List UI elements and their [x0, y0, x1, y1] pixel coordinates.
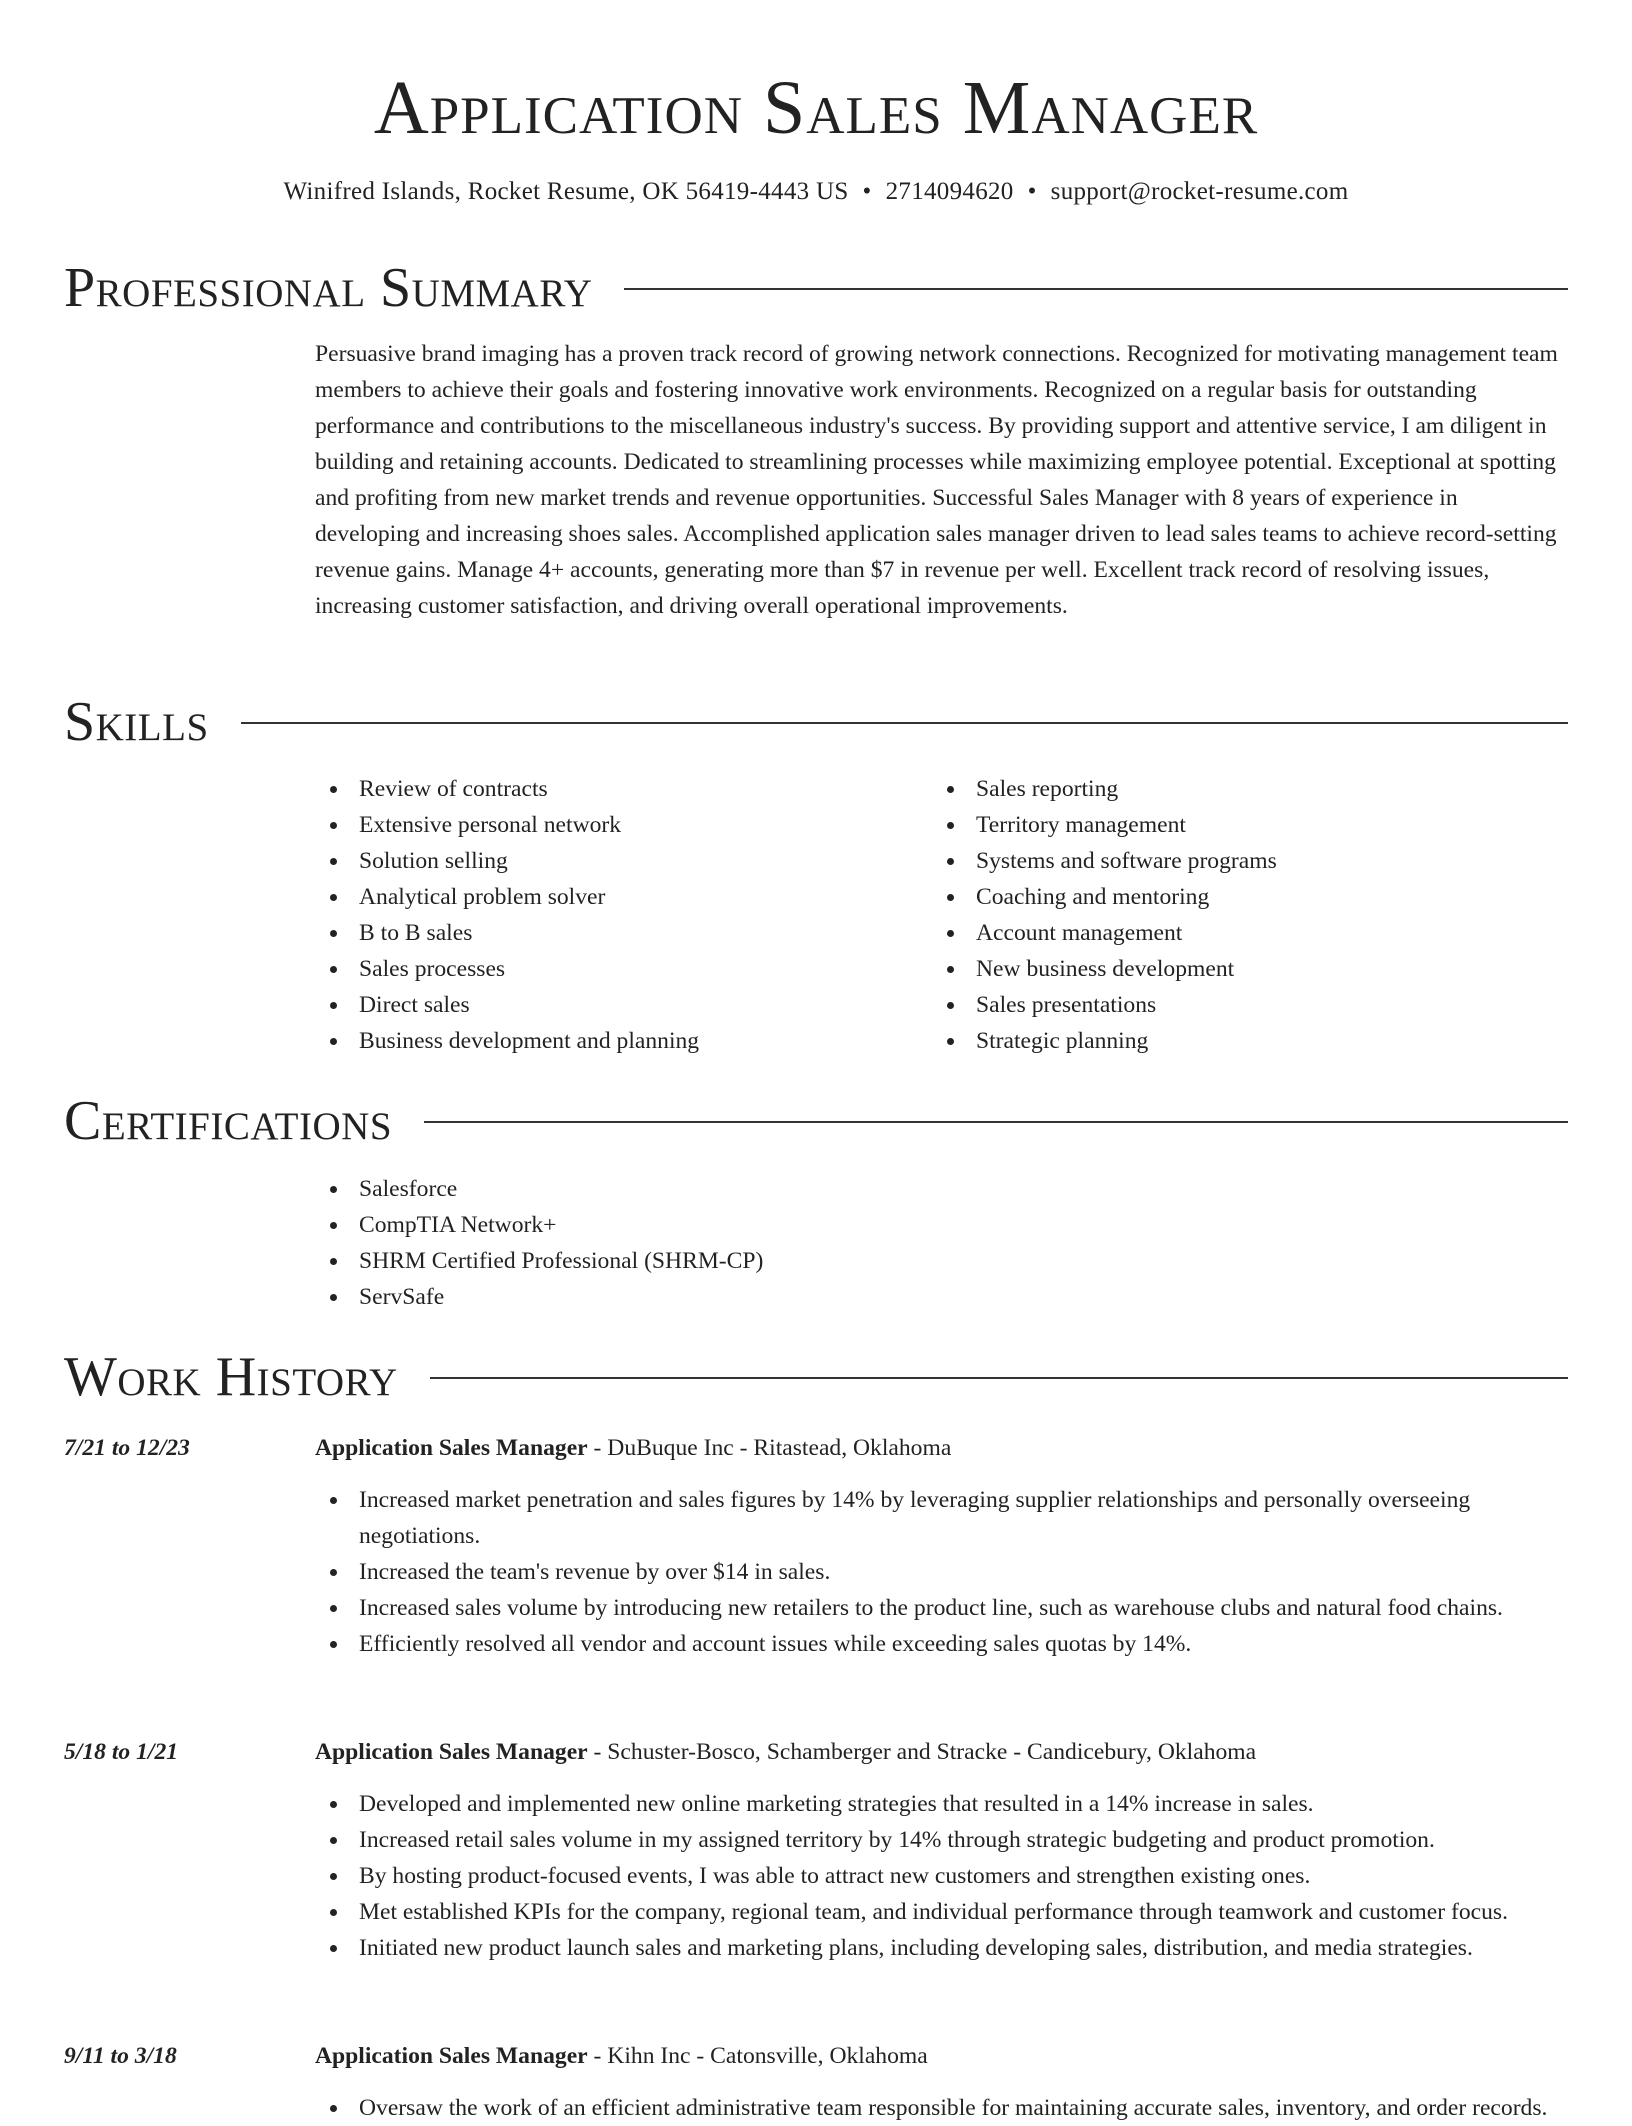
job-bullet: Efficiently resolved all vendor and account issues while exceeding sales quotas by 14%.: [315, 1626, 1565, 1662]
job-title: Application Sales Manager: [315, 1739, 588, 1765]
skill-item: Sales presentations: [932, 987, 1562, 1023]
job-title: Application Sales Manager: [315, 1435, 588, 1461]
email-link[interactable]: support@rocket-resume.com: [1050, 178, 1349, 205]
summary-section-header: [64, 250, 1568, 326]
job-bullet: By hosting product-focused events, I was able to attract new customers and strengthen existing ones.: [315, 1858, 1565, 1894]
job-employer: - Schuster-Bosco, Schamberger and Stracke - Candicebury, Oklahoma: [587, 1739, 1257, 1765]
job-bullet: Oversaw the work of an efficient administrative team responsible for maintaining accurate sales, inventory, and order records.: [315, 2090, 1565, 2126]
contact-separator: •: [1027, 178, 1037, 205]
job-employer: - Kihn Inc - Catonsville, Oklahoma: [587, 2043, 928, 2069]
phone: 2714094620: [885, 178, 1014, 205]
skill-item: Account management: [932, 915, 1562, 951]
skill-item: B to B sales: [315, 915, 915, 951]
job-title-line: [315, 1734, 1565, 1770]
skill-item: Systems and software programs: [932, 843, 1562, 879]
job-dates: 9/11 to 3/18: [64, 2043, 177, 2069]
job-title-line: [315, 2038, 1565, 2074]
candidate-name: Application Sales Manager: [373, 66, 1259, 150]
certification-item: ServSafe: [315, 1279, 1315, 1315]
job-bullets: [315, 2090, 1565, 2126]
skill-item: Extensive personal network: [315, 807, 915, 843]
skill-item: Coaching and mentoring: [932, 879, 1562, 915]
certifications-section-header: [64, 1083, 1568, 1159]
skills-heading: Skills: [64, 691, 209, 753]
job-bullet: Increased market penetration and sales figures by 14% by leveraging supplier relationships and personally overseeing negotiations.: [315, 1482, 1565, 1554]
skill-item: Direct sales: [315, 987, 915, 1023]
skill-item: Strategic planning: [932, 1023, 1562, 1059]
skills-section-header: [64, 684, 1568, 760]
job-dates: 5/18 to 1/21: [64, 1739, 179, 1765]
certification-item: CompTIA Network+: [315, 1207, 1315, 1243]
skill-item: Sales reporting: [932, 771, 1562, 807]
job-bullets: [315, 1786, 1565, 1966]
skill-item: Solution selling: [315, 843, 915, 879]
job-bullet: Developed and implemented new online marketing strategies that resulted in a 14% increase in sales.: [315, 1786, 1565, 1822]
section-divider: [430, 1377, 1568, 1379]
skill-item: Review of contracts: [315, 771, 915, 807]
skill-item: Analytical problem solver: [315, 879, 915, 915]
work-history-heading: Work History: [64, 1346, 398, 1408]
address: Winifred Islands, Rocket Resume, OK 56419-4443 US: [283, 178, 849, 205]
job-title: Application Sales Manager: [315, 2043, 588, 2069]
certifications-heading: Certifications: [64, 1090, 393, 1152]
contact-line: [0, 172, 1632, 212]
skill-item: Sales processes: [315, 951, 915, 987]
section-divider: [424, 1121, 1568, 1123]
certification-item: SHRM Certified Professional (SHRM-CP): [315, 1243, 1315, 1279]
skill-item: Territory management: [932, 807, 1562, 843]
job-employer: - DuBuque Inc - Ritastead, Oklahoma: [587, 1435, 952, 1461]
job-bullet: Met established KPIs for the company, regional team, and individual performance through teamwork and customer focus.: [315, 1894, 1565, 1930]
job-bullets: [315, 1482, 1565, 1662]
skill-item: Business development and planning: [315, 1023, 915, 1059]
job-title-line: [315, 1430, 1565, 1466]
skill-item: New business development: [932, 951, 1562, 987]
summary-text: Persuasive brand imaging has a proven track record of growing network connections. Recognized for motivating management team members to achieve their goals and fostering innovative work environments. Recognized on a regular basis for outstanding performance and contributions to the miscellaneous industry's success. By providing support and attentive service, I am diligent in building and retaining accounts. Dedicated to streamlining processes while maximizing employee potential. Exceptional at spotting and profiting from new market trends and revenue opportunities. Successful Sales Manager with 8 years of experience in developing and increasing shoes sales. Accomplished application sales manager driven to lead sales teams to achieve record-setting revenue gains. Manage 4+ accounts, generating more than $7 in revenue per well. Excellent track record of resolving issues, increasing customer satisfaction, and driving overall operational improvements.: [315, 341, 1558, 619]
skills-list-right: [932, 771, 1562, 1059]
job-dates: 7/21 to 12/23: [64, 1435, 190, 1461]
certification-item: Salesforce: [315, 1171, 1315, 1207]
section-divider: [624, 288, 1568, 290]
contact-separator: •: [862, 178, 872, 205]
summary-heading: Professional Summary: [64, 257, 593, 319]
job-bullet: Increased sales volume by introducing new retailers to the product line, such as warehouse clubs and natural food chains.: [315, 1590, 1565, 1626]
job-bullet: Initiated new product launch sales and marketing plans, including developing sales, distribution, and media strategies.: [315, 1930, 1565, 1966]
work-history-section-header: [64, 1339, 1568, 1415]
job-bullet: Increased retail sales volume in my assigned territory by 14% through strategic budgeting and product promotion.: [315, 1822, 1565, 1858]
skills-list-left: [315, 771, 915, 1059]
section-divider: [241, 722, 1568, 724]
certifications-list: [315, 1171, 1315, 1315]
job-bullet: Increased the team's revenue by over $14 in sales.: [315, 1554, 1565, 1590]
